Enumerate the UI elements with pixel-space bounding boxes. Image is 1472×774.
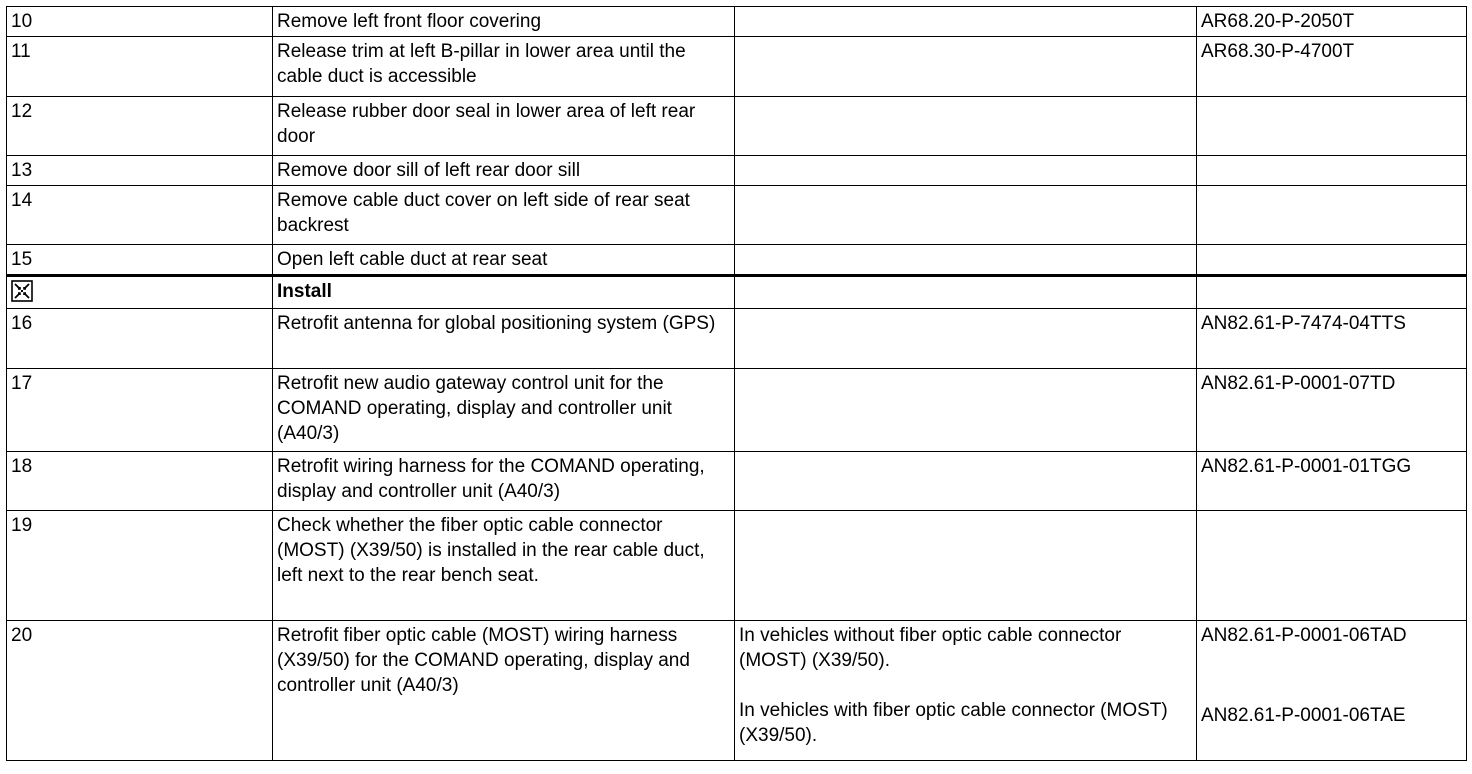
table-row — [7, 369, 1467, 452]
table-row — [7, 621, 1467, 761]
step-number: 14 — [7, 186, 273, 245]
install-icon — [11, 280, 33, 302]
install-icon-cell — [7, 276, 273, 309]
table-row — [7, 37, 1467, 97]
install-section-row — [7, 276, 1467, 309]
step-description: Release trim at left B-pillar in lower area until the cable duct is accessible — [273, 37, 735, 97]
step-description: Retrofit new audio gateway control unit for the COMAND operating, display and controller unit (A40/3) — [273, 369, 735, 452]
table-row — [7, 245, 1467, 276]
reference-spacer — [1201, 648, 1462, 703]
install-heading: Install — [273, 276, 735, 309]
step-description: Retrofit fiber optic cable (MOST) wiring harness (X39/50) for the COMAND operating, display and controller unit (A40/3) — [273, 621, 735, 761]
note-spacer — [739, 673, 1192, 698]
step-note — [735, 37, 1197, 97]
step-description: Retrofit wiring harness for the COMAND operating, display and controller unit (A40/3) — [273, 452, 735, 511]
step-note — [735, 452, 1197, 511]
step-note — [735, 309, 1197, 369]
table-row — [7, 156, 1467, 186]
step-description: Retrofit antenna for global positioning system (GPS) — [273, 309, 735, 369]
step-number: 11 — [7, 37, 273, 97]
step-number: 17 — [7, 369, 273, 452]
table-row — [7, 452, 1467, 511]
step-note — [735, 245, 1197, 276]
step-note: In vehicles without fiber optic cable connector (MOST) (X39/50). — [739, 625, 1122, 671]
step-reference — [1197, 156, 1467, 186]
table-row — [7, 186, 1467, 245]
step-description: Remove door sill of left rear door sill — [273, 156, 735, 186]
step-note — [735, 511, 1197, 621]
step-reference — [1197, 276, 1467, 309]
work-steps-table — [6, 6, 1467, 761]
step-reference[interactable]: AN82.61-P-0001-06TAD — [1201, 625, 1407, 646]
step-number: 10 — [7, 7, 273, 37]
step-description: Remove cable duct cover on left side of rear seat backrest — [273, 186, 735, 245]
step-number: 18 — [7, 452, 273, 511]
step-description: Check whether the fiber optic cable connector (MOST) (X39/50) is installed in the rear cable duct, left next to the rear bench seat. — [273, 511, 735, 621]
step-note — [735, 97, 1197, 156]
step-note — [735, 156, 1197, 186]
step-description: Remove left front floor covering — [273, 7, 735, 37]
table-row — [7, 7, 1467, 37]
step-note — [735, 186, 1197, 245]
step-note-cell — [735, 621, 1197, 761]
step-reference-cell — [1197, 621, 1467, 761]
step-reference — [1197, 186, 1467, 245]
step-reference[interactable]: AN82.61-P-0001-07TD — [1197, 369, 1467, 452]
step-reference[interactable]: AN82.61-P-7474-04TTS — [1197, 309, 1467, 369]
step-number: 13 — [7, 156, 273, 186]
step-description: Open left cable duct at rear seat — [273, 245, 735, 276]
step-number: 19 — [7, 511, 273, 621]
step-reference — [1197, 245, 1467, 276]
step-note — [735, 7, 1197, 37]
step-number: 15 — [7, 245, 273, 276]
table-row — [7, 309, 1467, 369]
table-row — [7, 97, 1467, 156]
step-number: 20 — [7, 621, 273, 761]
step-number: 12 — [7, 97, 273, 156]
step-note: In vehicles with fiber optic cable connector (MOST) (X39/50). — [739, 700, 1168, 746]
step-number: 16 — [7, 309, 273, 369]
step-reference — [1197, 97, 1467, 156]
step-reference[interactable]: AN82.61-P-0001-06TAE — [1201, 705, 1406, 726]
step-reference[interactable]: AR68.30-P-4700T — [1197, 37, 1467, 97]
step-reference[interactable]: AR68.20-P-2050T — [1197, 7, 1467, 37]
step-note — [735, 369, 1197, 452]
step-reference — [1197, 511, 1467, 621]
step-description: Release rubber door seal in lower area of left rear door — [273, 97, 735, 156]
step-note — [735, 276, 1197, 309]
step-reference[interactable]: AN82.61-P-0001-01TGG — [1197, 452, 1467, 511]
table-row — [7, 511, 1467, 621]
